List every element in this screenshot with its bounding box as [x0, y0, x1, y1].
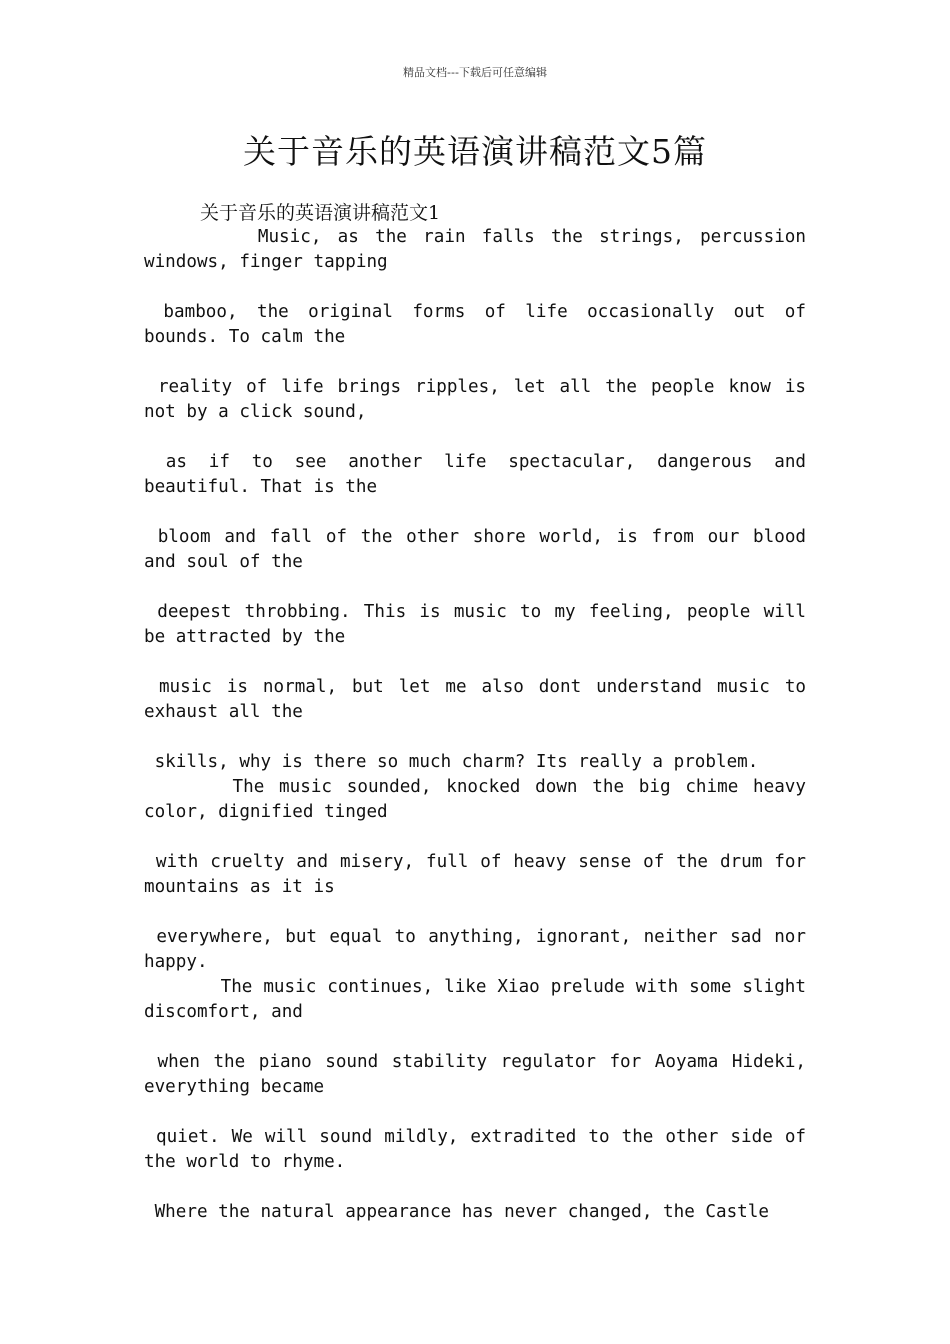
- paragraph: when the piano sound stability regulator for Aoyama Hideki, everything became: [144, 1052, 817, 1097]
- document-body: [144, 225, 817, 1225]
- document-title: 关于音乐的英语演讲稿范文5篇: [243, 132, 707, 171]
- paragraph: The music sounded, knocked down the big chime heavy color, dignified tinged: [144, 777, 817, 822]
- paragraph: everywhere, but equal to anything, ignorant, neither sad nor happy.: [144, 927, 817, 972]
- paragraph: reality of life brings ripples, let all the people know is not by a click sound,: [144, 377, 817, 422]
- paragraph: bamboo, the original forms of life occasionally out of bounds. To calm the: [144, 302, 817, 347]
- paragraph: Where the natural appearance has never changed, the Castle: [144, 1202, 769, 1222]
- section-subtitle: 关于音乐的英语演讲稿范文1: [200, 202, 441, 224]
- paragraph: deepest throbbing. This is music to my feeling, people will be attracted by the: [144, 602, 817, 647]
- paragraph: skills, why is there so much charm? Its really a problem.: [144, 752, 759, 772]
- page-header: 精品文档---下载后可任意编辑: [403, 66, 547, 79]
- paragraph: as if to see another life spectacular, dangerous and beautiful. That is the: [144, 452, 817, 497]
- paragraph: with cruelty and misery, full of heavy sense of the drum for mountains as it is: [144, 852, 817, 897]
- paragraph: Music, as the rain falls the strings, percussion windows, finger tapping: [144, 227, 817, 272]
- paragraph: The music continues, like Xiao prelude with some slight discomfort, and: [144, 977, 817, 1022]
- paragraph: bloom and fall of the other shore world, is from our blood and soul of the: [144, 527, 817, 572]
- paragraph: music is normal, but let me also dont understand music to exhaust all the: [144, 677, 817, 722]
- paragraph: quiet. We will sound mildly, extradited to the other side of the world to rhyme.: [144, 1127, 817, 1172]
